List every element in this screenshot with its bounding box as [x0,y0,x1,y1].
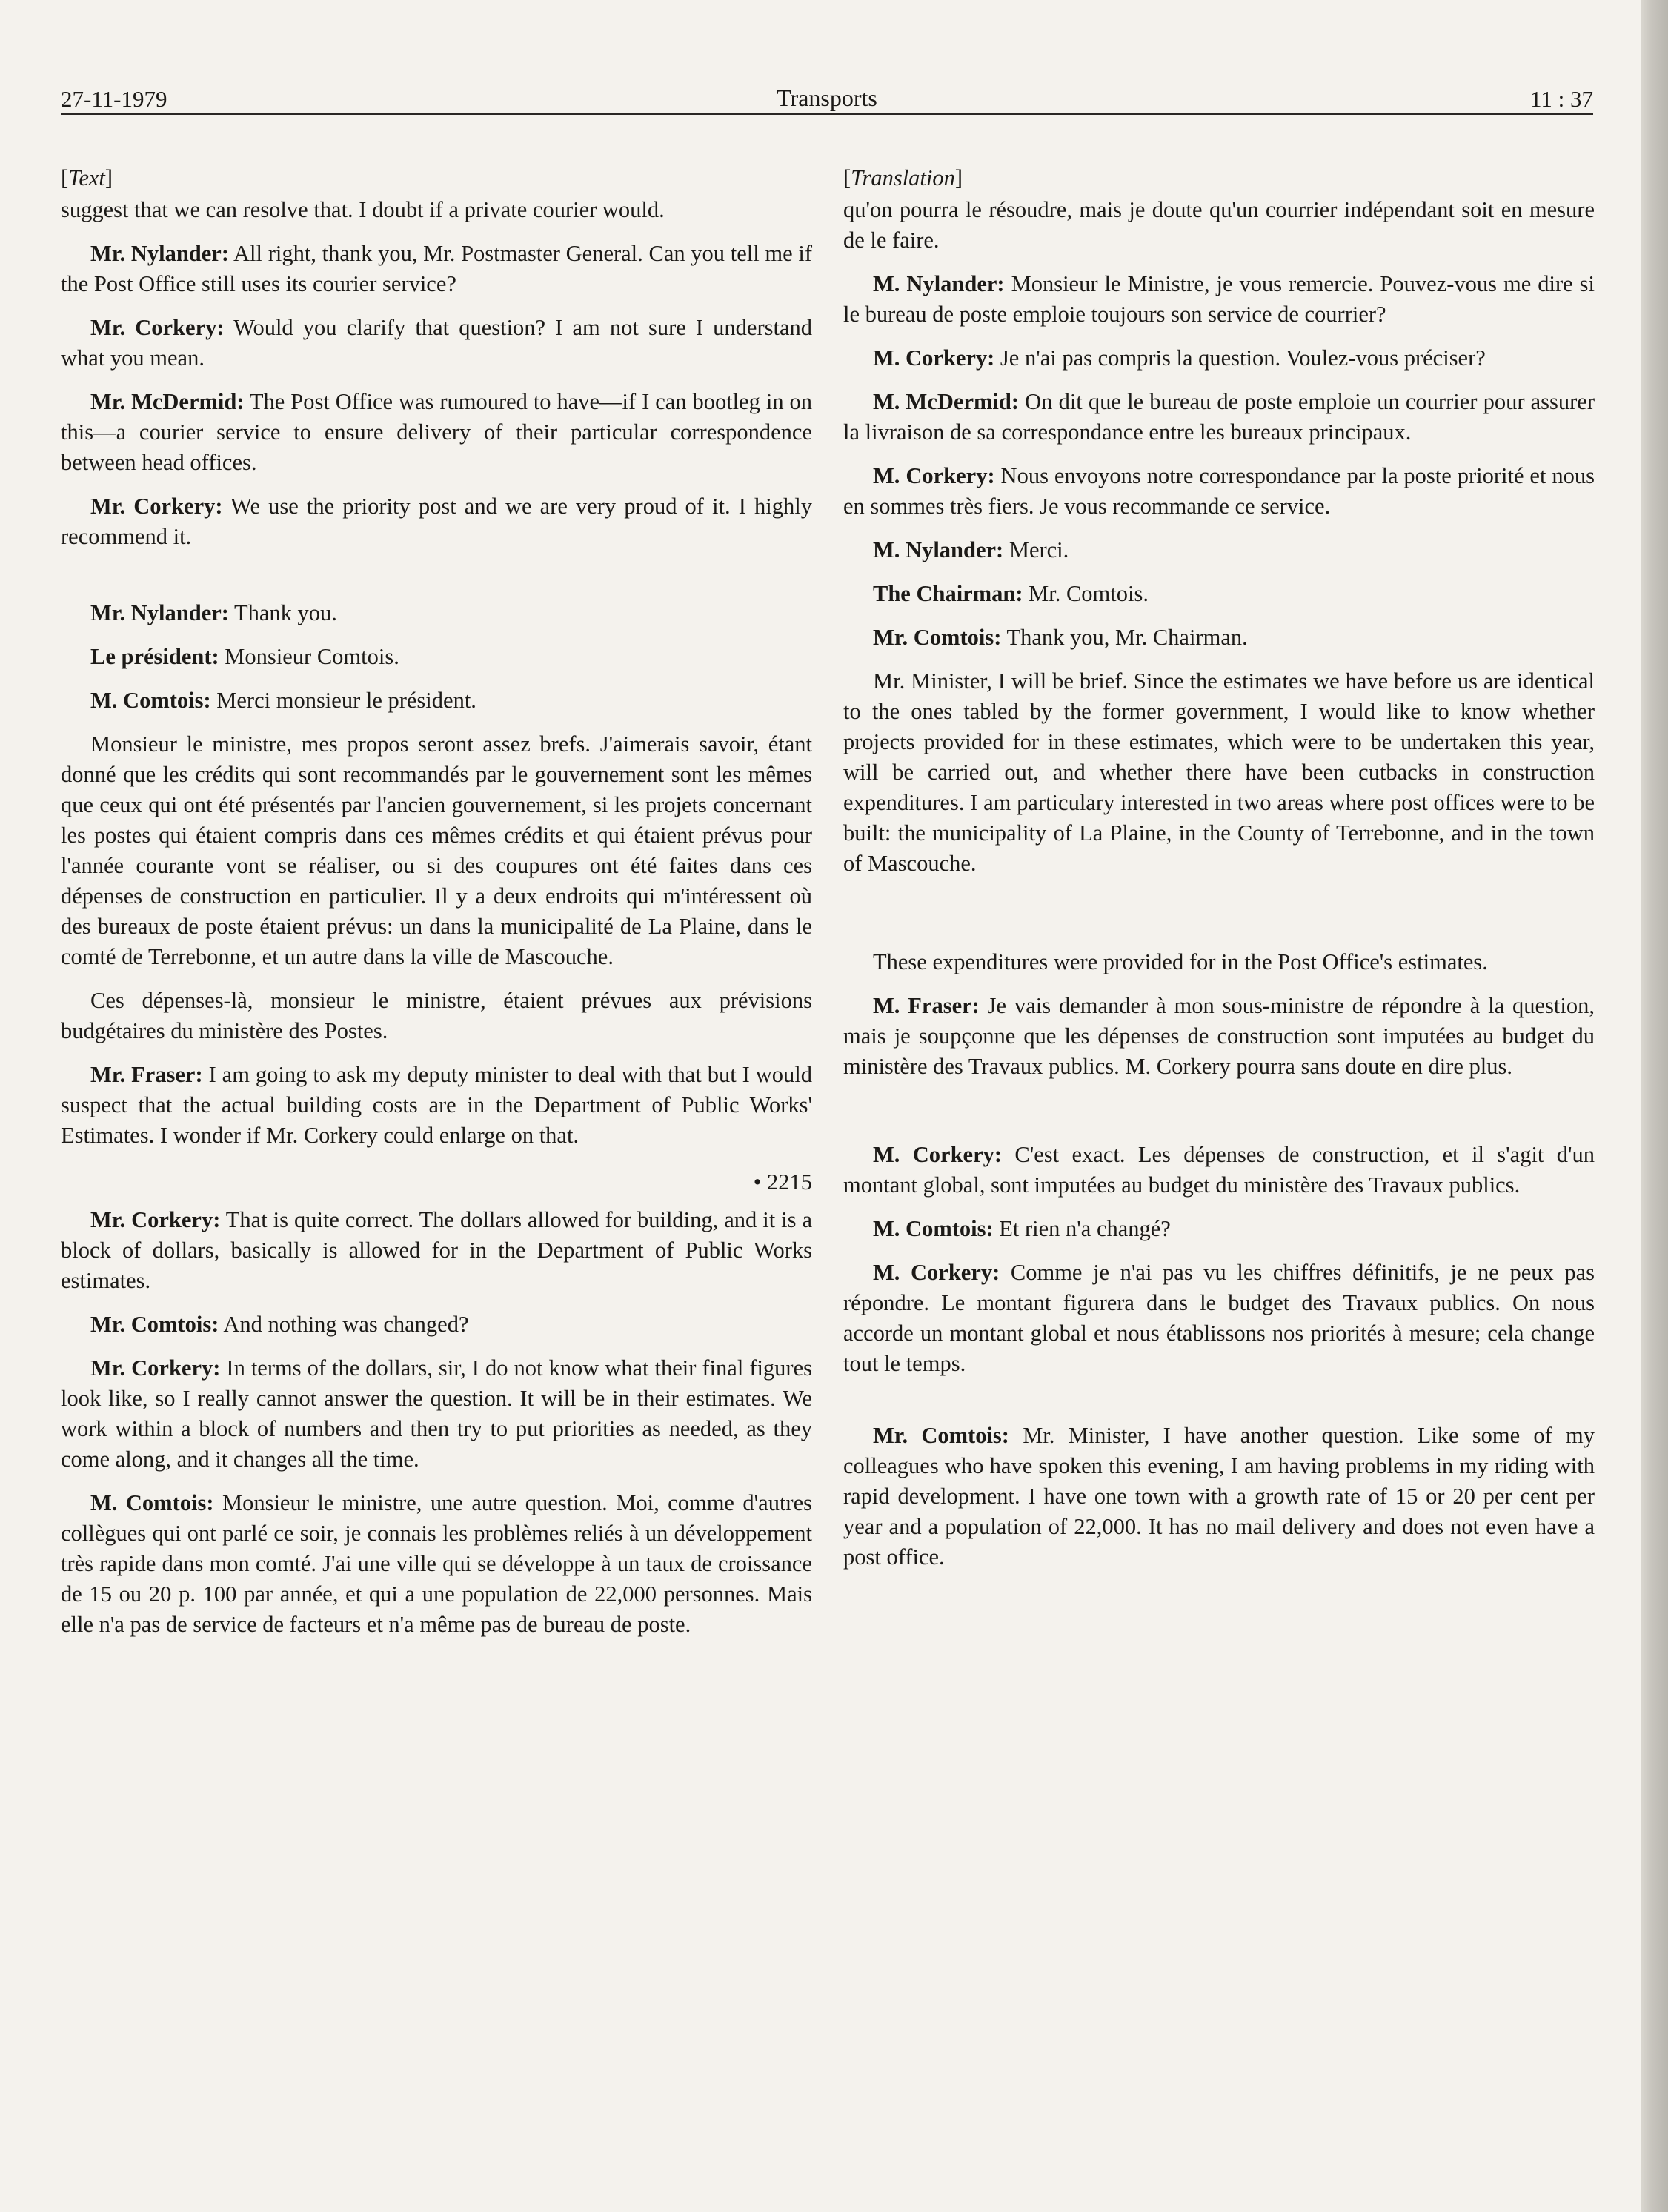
speech-text: C'est exact. Les dépenses de construction, et il s'agit d'un montant global, sont imputées au budget du ministère des Travaux publics. [843,1142,1595,1198]
speaker-name: M. McDermid: [873,389,1019,414]
paragraph [61,491,812,552]
speaker-name: Mr. Comtois: [873,625,1002,650]
speech-text: Merci. [1003,537,1069,562]
time-marker: • 2215 [753,1169,812,1195]
speech-text: Monsieur Comtois. [219,644,399,669]
page-date: 27-11-1979 [61,86,167,112]
speaker-name: M. Fraser: [873,993,980,1018]
paragraph: Ces dépenses-là, monsieur le ministre, étaient prévues aux prévisions budgétaires du ministère des Postes. [61,988,812,1043]
speaker-name: M. Corkery: [873,345,995,371]
speech-text: Monsieur le Ministre, je vous remercie. Pouvez-vous me dire si le bureau de poste emploie toujours son service de courrier? [843,271,1595,327]
speech-text: We use the priority post and we are very proud of it. I highly recommend it. [61,494,812,549]
speaker-name: M. Corkery: [873,463,995,488]
speech-text: Je vais demander à mon sous-ministre de répondre à la question, mais je soupçonne que les dépenses de construction sont imputées au budget du ministère des Travaux publics. M. Corkery pourra sans doute en dire plus. [843,993,1595,1079]
speaker-name: Mr. Comtois: [90,1312,219,1337]
speech-text: Merci monsieur le président. [210,688,476,713]
paragraph [843,1214,1595,1244]
speaker-name: The Chairman: [873,581,1023,606]
paragraph [61,1488,812,1640]
speaker-name: Mr. Nylander: [90,241,230,266]
page-number: 11 : 37 [1530,86,1593,112]
speech-text: Nous envoyons notre correspondance par la poste priorité et nous en sommes très fiers. Je vous recommande ce service. [843,463,1595,519]
speech-text: On dit que le bureau de poste emploie un courrier pour assurer la livraison de sa correspondance entre les bureaux principaux. [843,389,1595,445]
paragraph [61,1309,812,1340]
left-column [61,163,812,1653]
speech-text: Thank you. [228,600,337,625]
paragraph [61,387,812,478]
speech-text: Mr. Comtois. [1023,581,1149,606]
speaker-name: Mr. Corkery: [90,315,225,340]
paragraph [843,1140,1595,1200]
speaker-name: Mr. McDermid: [90,389,245,414]
column-label-text: [Text] [61,165,113,190]
spacer [843,1392,1595,1421]
speaker-name: Mr. Corkery: [90,494,223,519]
speech-text: Mr. Minister, I have another question. Like some of my colleagues who have spoken this evening, I am having problems in my riding with rapid development. I have one town with a growth rate of 15 or 20 per cent per year and a population of 22,000. It has no mail delivery and does not even have a post office. [843,1423,1595,1570]
speech-text: I am going to ask my deputy minister to deal with that but I would suspect that the actual building costs are in the Department of Public Works' Estimates. I wonder if Mr. Corkery could enlarge on that. [61,1062,812,1148]
speaker-name: M. Corkery: [873,1142,1003,1167]
speech-text: Monsieur le ministre, une autre question. Moi, comme d'autres collègues qui ont parlé ce soir, je connais les problèmes reliés à un développement très rapide dans mon comté. J'ai une ville qui se développe à un taux de croissance de 15 ou 20 p. 100 par année, et qui a une population de 22,000 personnes. Mais elle n'a pas de service de facteurs et n'a même pas de bureau de poste. [61,1490,812,1637]
speech-text: That is quite correct. The dollars allowed for building, and it is a block of dollars, basically is allowed for in the Department of Public Works estimates. [61,1207,812,1293]
speech-text: And nothing was changed? [219,1312,469,1337]
paragraph [61,1060,812,1151]
page-header [61,80,1593,124]
speaker-name: M. Comtois: [90,688,211,713]
column-label-translation: [Translation] [843,165,963,190]
paragraph [843,461,1595,522]
paragraph [61,1353,812,1475]
speaker-name: Mr. Nylander: [90,600,229,625]
speaker-name: M. Nylander: [873,271,1005,296]
paragraph [843,991,1595,1082]
page-edge [1641,0,1668,2212]
paragraph [61,313,812,373]
paragraph [61,239,812,299]
paragraph [843,343,1595,373]
paragraph [61,598,812,628]
right-column [843,163,1595,1586]
paragraph: These expenditures were provided for in the Post Office's estimates. [873,949,1488,974]
speech-text: Comme je n'ai pas vu les chiffres définitifs, je ne peux pas répondre. Le montant figurera dans le budget des Travaux publics. On nous accorde un montant global et nous établissons nos priorités à mesure; cela change tout le temps. [843,1260,1595,1376]
paragraph [61,685,812,716]
spacer [843,1095,1595,1140]
paragraph [843,269,1595,330]
speaker-name: Le président: [90,644,219,669]
speech-text: The Post Office was rumoured to have—if I can bootleg in on this—a courier service to ensure delivery of their particular correspondence between head offices. [61,389,813,475]
speech-text: All right, thank you, Mr. Postmaster General. Can you tell me if the Post Office still uses its courier service? [61,241,813,296]
paragraph [843,1258,1595,1379]
speaker-name: Mr. Fraser: [90,1062,203,1087]
paragraph: qu'on pourra le résoudre, mais je doute qu'un courrier indépendant soit en mesure de le faire. [843,197,1595,253]
paragraph [843,579,1595,609]
spacer [843,892,1595,947]
paragraph: Mr. Minister, I will be brief. Since the estimates we have before us are identical to the ones tabled by the former government, I would like to know whether projects provided for in these estimates, which were to be undertaken this year, will be carried out, and whether there have been cutbacks in construction expenditures. I am particulary interested in two areas where post offices were to be built: the municipality of La Plaine, in the County of Terrebonne, and in the town of Mascouche. [843,668,1595,876]
page-title: Transports [777,84,877,111]
paragraph [61,642,812,672]
speaker-name: M. Comtois: [90,1490,214,1515]
paragraph [843,1421,1595,1572]
speaker-name: M. Corkery: [873,1260,1000,1285]
paragraph [61,1205,812,1296]
speaker-name: M. Nylander: [873,537,1004,562]
speech-text: Thank you, Mr. Chairman. [1001,625,1248,650]
speaker-name: Mr. Corkery: [90,1355,221,1381]
speech-text: Would you clarify that question? I am not sure I understand what you mean. [61,315,812,371]
paragraph [843,622,1595,653]
speech-text: In terms of the dollars, sir, I do not know what their final figures look like, so I really cannot answer the question. It will be in their estimates. We work within a block of numbers and then try to put priorities as needed, as they come along, and it changes all the time. [61,1355,812,1472]
paragraph [843,535,1595,565]
speaker-name: Mr. Comtois: [873,1423,1009,1448]
speech-text: Je n'ai pas compris la question. Voulez-vous préciser? [994,345,1486,371]
header-rule [61,113,1593,115]
speaker-name: M. Comtois: [873,1216,994,1241]
speech-text: Et rien n'a changé? [993,1216,1171,1241]
paragraph [843,387,1595,448]
spacer [61,565,812,598]
paragraph: suggest that we can resolve that. I doubt if a private courier would. [61,197,665,222]
paragraph: Monsieur le ministre, mes propos seront assez brefs. J'aimerais savoir, étant donné que les crédits qui sont recommandés par le gouvernement sont les mêmes que ceux qui ont été présentés par l'ancien gouvernement, si les projets concernant les postes qui étaient compris dans ces mêmes crédits et qui étaient prévus pour l'année courante vont se réaliser, ou si des coupures ont été faites dans ces dépenses de construction en particulier. Il y a deux endroits qui m'intéressent où des bureaux de poste étaient prévus: un dans la municipalité de La Plaine, dans le comté de Terrebonne, et un autre dans la ville de Mascouche. [61,731,812,969]
speaker-name: Mr. Corkery: [90,1207,221,1232]
